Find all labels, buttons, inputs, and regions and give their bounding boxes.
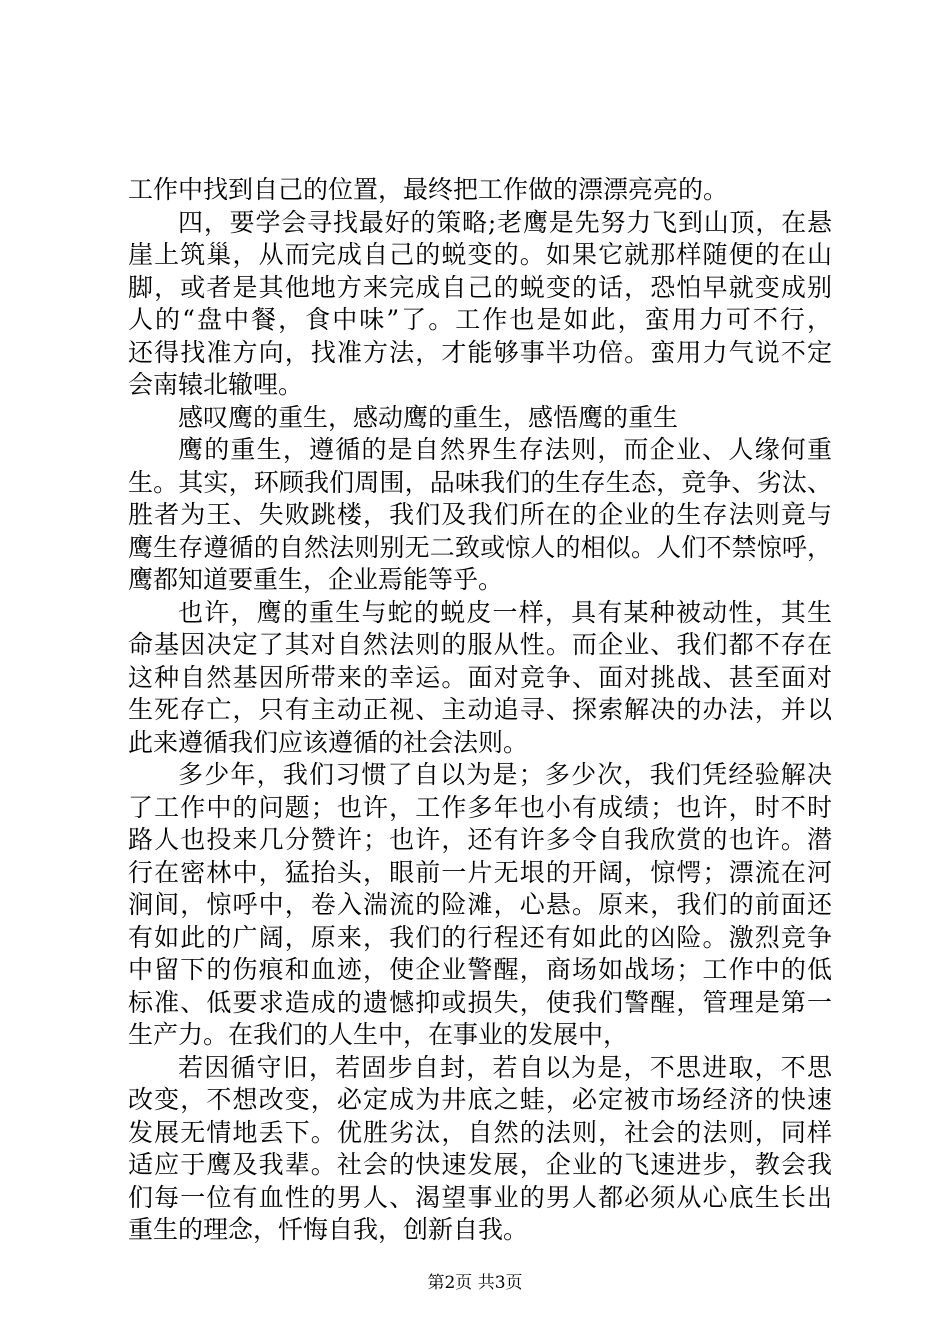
text-line: 路人也投来几分赞许；也许，还有许多令自我欣赏的也许。潜: [128, 825, 832, 854]
text-line: 脚，或者是其他地方来完成自己的蜕变的话，恐怕早就变成别: [128, 272, 832, 302]
text-line: 们每一位有血性的男人、渴望事业的男人都必须从心底生长出: [128, 1182, 832, 1212]
text-line: 重生的理念，忏悔自我，创新自我。: [128, 1215, 529, 1244]
paragraph: [128, 402, 832, 435]
text-line: 生产力。在我们的人生中，在事业的发展中，: [128, 1020, 629, 1049]
text-line: 若因循守旧，若固步自封，若自以为是，不思进取，不思: [178, 1052, 832, 1082]
text-line: 生死存亡，只有主动正视、主动追寻、探索解决的办法，并以: [128, 695, 832, 724]
text-line: 感叹鹰的重生，感动鹰的重生，感悟鹰的重生: [178, 402, 679, 432]
paragraph: [128, 434, 832, 597]
text-line: 胜者为王、失败跳楼，我们及我们所在的企业的生存法则竟与: [128, 500, 832, 529]
text-line: 也许，鹰的重生与蛇的蜕皮一样，具有某种被动性，其生: [178, 597, 832, 627]
text-line: 涧间，惊呼中，卷入湍流的险滩，心悬。原来，我们的前面还: [128, 890, 832, 919]
document-body: [128, 174, 832, 1247]
text-line: 多少年，我们习惯了自以为是；多少次，我们凭经验解决: [178, 760, 832, 789]
text-line: 发展无情地丢下。优胜劣汰，自然的法则，社会的法则，同样: [128, 1117, 832, 1147]
paragraph: [128, 597, 832, 760]
text-line: 这种自然基因所带来的幸运。面对竞争、面对挑战、甚至面对: [128, 662, 832, 692]
paragraph: [128, 1052, 832, 1247]
text-line: 中留下的伤痕和血迹，使企业警醒，商场如战场；工作中的低: [128, 955, 832, 984]
text-line: 有如此的广阔，原来，我们的行程还有如此的凶险。激烈竞争: [128, 922, 832, 952]
text-line: 鹰生存遵循的自然法则别无二致或惊人的相似。人们不禁惊呼，: [128, 532, 832, 562]
text-line: 人的“盘中餐，食中味”了。工作也是如此，蛮用力可不行，: [128, 305, 832, 334]
text-line: 还得找准方向，找准方法，才能够事半功倍。蛮用力气说不定: [128, 337, 832, 367]
text-line: 会南辕北辙哩。: [128, 370, 304, 399]
text-line: 命基因决定了其对自然法则的服从性。而企业、我们都不存在: [128, 630, 832, 659]
paragraph: [128, 174, 832, 207]
text-line: 工作中找到自己的位置，最终把工作做的漂漂亮亮的。: [128, 175, 729, 204]
text-line: 行在密林中，猛抬头，眼前一片无垠的开阔，惊愕；漂流在河: [128, 857, 832, 887]
page-number-footer: 第2页 共3页: [427, 1273, 523, 1293]
text-line: 四，要学会寻找最好的策略;老鹰是先努力飞到山顶，在悬: [178, 207, 832, 237]
text-line: 此来遵循我们应该遵循的社会法则。: [128, 727, 529, 757]
text-line: 了工作中的问题；也许，工作多年也小有成绩；也许，时不时: [128, 792, 832, 822]
text-line: 崖上筑巢，从而完成自己的蜕变的。如果它就那样随便的在山: [128, 240, 832, 269]
text-line: 适应于鹰及我辈。社会的快速发展，企业的飞速进步，教会我: [128, 1150, 832, 1179]
text-line: 鹰都知道要重生，企业焉能等乎。: [128, 565, 504, 594]
paragraph: [128, 759, 832, 1052]
text-line: 标准、低要求造成的遗憾抑或损失，使我们警醒，管理是第一: [128, 987, 832, 1017]
paragraph: [128, 207, 832, 402]
text-line: 鹰的重生，遵循的是自然界生存法则，而企业、人缘何重: [178, 435, 832, 464]
text-line: 生。其实，环顾我们周围，品味我们的生存生态，竞争、劣汰、: [128, 467, 832, 497]
text-line: 改变，不想改变，必定成为井底之蛙，必定被市场经济的快速: [128, 1085, 832, 1114]
